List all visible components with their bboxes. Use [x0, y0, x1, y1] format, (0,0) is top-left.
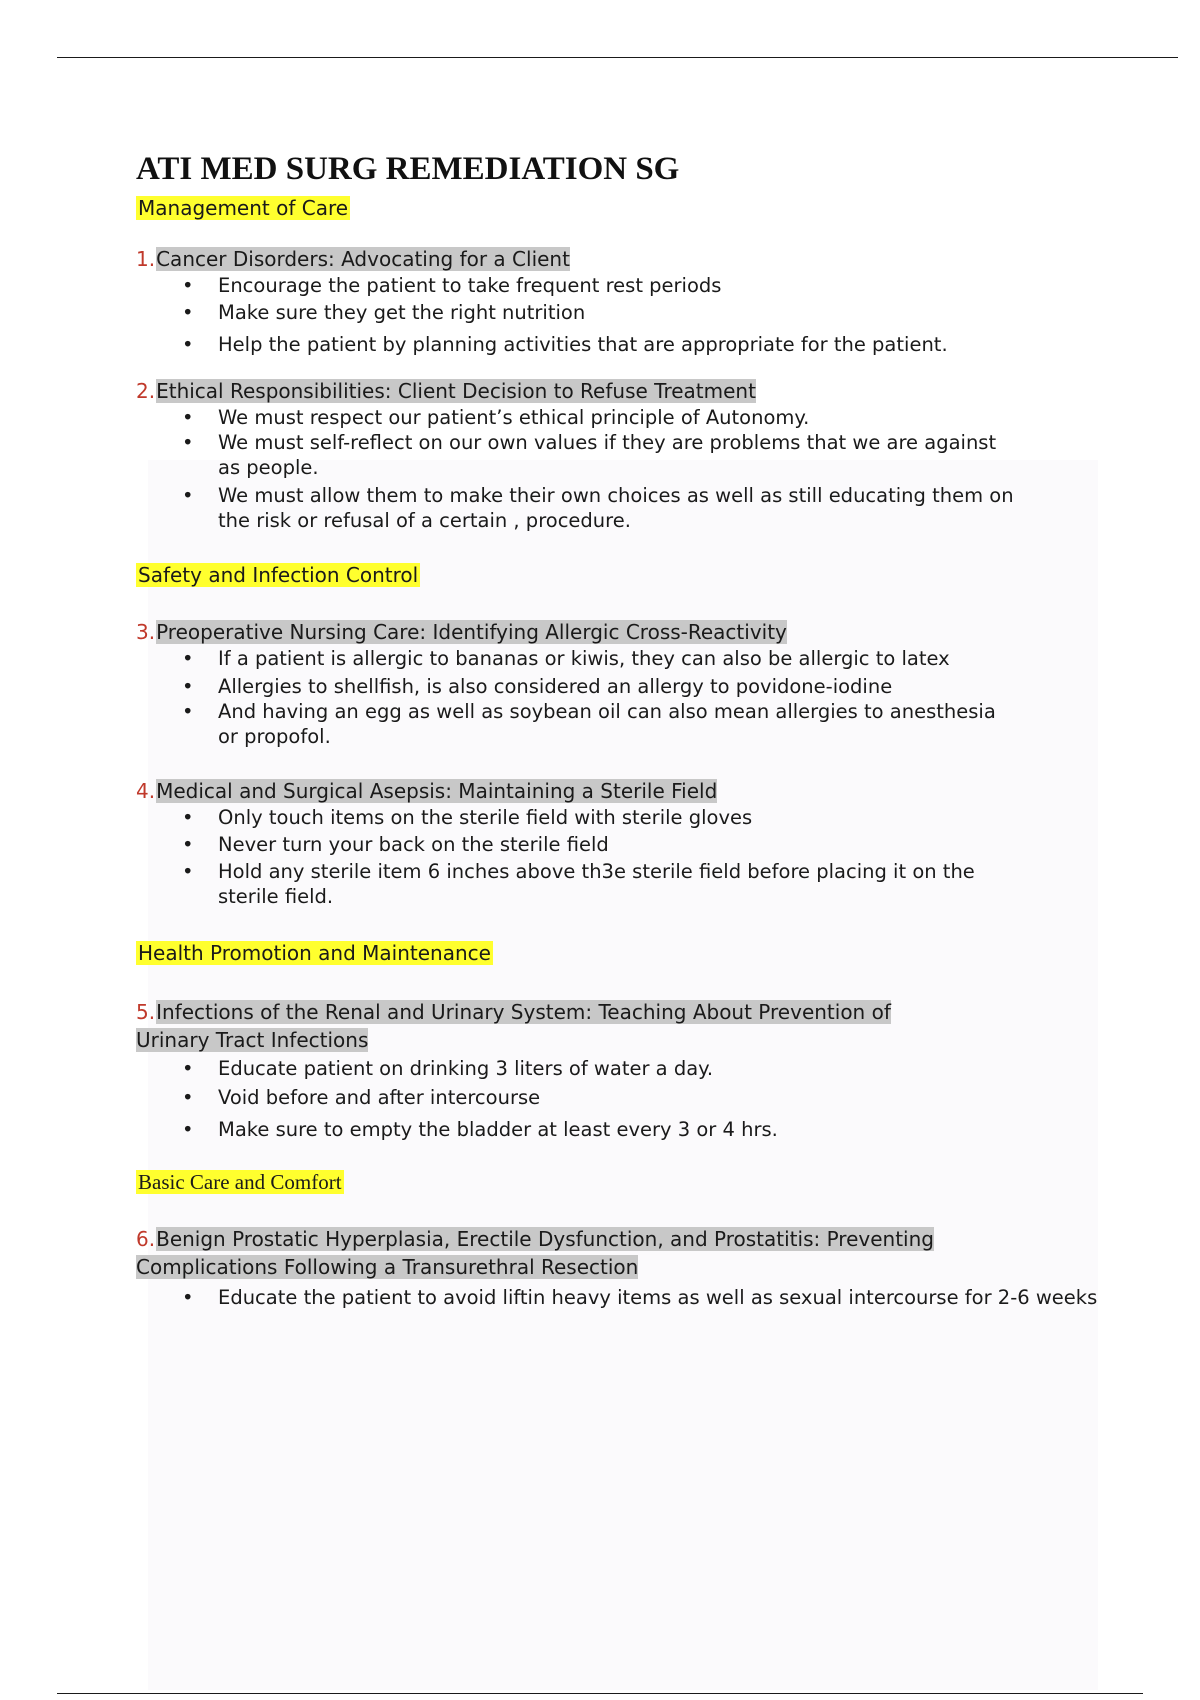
- topic-title: Preoperative Nursing Care: Identifying Allergic Cross-Reactivity: [156, 620, 787, 644]
- list-item: • Never turn your back on the sterile field: [182, 833, 609, 856]
- category-heading: [136, 1168, 1096, 1197]
- topic-number: 5.: [136, 1000, 156, 1024]
- topic-title: Benign Prostatic Hyperplasia, Erectile Dysfunction, and Prostatitis: Preventing Complications Following a Transurethral Resection: [136, 1227, 934, 1279]
- topic-number: 3.: [136, 620, 156, 644]
- bullet-list: [136, 1056, 1096, 1142]
- list-item: • And having an egg as well as soybean oil can also mean allergies to anesthesia or propofol.: [182, 700, 996, 748]
- topic-number: 4.: [136, 779, 156, 803]
- category-heading: [136, 194, 1096, 223]
- topic-heading: [136, 777, 966, 805]
- list-item: • Hold any sterile item 6 inches above th3e sterile field before placing it on the sterile field.: [182, 860, 975, 908]
- bullet-list: [136, 805, 1096, 909]
- list-item: • Allergies to shellfish, is also considered an allergy to povidone-iodine: [182, 675, 893, 698]
- list-item: • Only touch items on the sterile field with sterile gloves: [182, 806, 753, 829]
- category-label: Basic Care and Comfort: [138, 1170, 342, 1194]
- list-item: • If a patient is allergic to bananas or kiwis, they can also be allergic to latex: [182, 647, 950, 670]
- topic-heading: [136, 618, 966, 646]
- list-item: • Help the patient by planning activities that are appropriate for the patient.: [182, 333, 948, 356]
- document-title: ATI MED SURG REMEDIATION SG: [136, 151, 680, 187]
- topic-heading: [136, 1225, 966, 1281]
- bullet-list: [136, 646, 1096, 749]
- list-item: • Educate the patient to avoid liftin heavy items as well as sexual intercourse for 2-6 weeks: [182, 1286, 1098, 1309]
- list-item: • Make sure to empty the bladder at least every 3 or 4 hrs.: [182, 1118, 778, 1141]
- topic-heading: [136, 245, 966, 273]
- category-heading: [136, 939, 1096, 968]
- topic-heading: [136, 377, 966, 405]
- topic-number: 6.: [136, 1227, 156, 1251]
- topic-heading: [136, 998, 966, 1054]
- topic-number: 2.: [136, 379, 156, 403]
- list-item: • Educate patient on drinking 3 liters of water a day.: [182, 1057, 714, 1080]
- bullet-list: [136, 405, 1096, 533]
- bullet-list: [136, 1285, 1096, 1310]
- list-item: • We must respect our patient’s ethical principle of Autonomy.: [182, 406, 810, 429]
- category-heading: [136, 561, 1096, 590]
- list-item: • Encourage the patient to take frequent rest periods: [182, 274, 722, 297]
- bullet-list: [136, 273, 1096, 357]
- topic-title: Infections of the Renal and Urinary System: Teaching About Prevention of Urinary Tract Infections: [136, 1000, 891, 1052]
- list-item: • We must self-reflect on our own values if they are problems that we are against as people.: [182, 431, 997, 479]
- topic-title: Cancer Disorders: Advocating for a Client: [156, 247, 570, 271]
- category-label: Safety and Infection Control: [138, 563, 419, 587]
- list-item: • Void before and after intercourse: [182, 1086, 541, 1109]
- topic-title: Medical and Surgical Asepsis: Maintaining a Sterile Field: [156, 779, 718, 803]
- list-item: • We must allow them to make their own choices as well as still educating them on the risk or refusal of a certain , procedure.: [182, 484, 1014, 532]
- category-label: Management of Care: [138, 196, 349, 220]
- category-label: Health Promotion and Maintenance: [138, 941, 491, 965]
- document-body: [136, 148, 1096, 1310]
- topic-title: Ethical Responsibilities: Client Decision to Refuse Treatment: [156, 379, 756, 403]
- topic-number: 1.: [136, 247, 156, 271]
- footer-rule: [57, 1693, 1143, 1694]
- header-rule: [57, 57, 1178, 58]
- list-item: • Make sure they get the right nutrition: [182, 301, 586, 324]
